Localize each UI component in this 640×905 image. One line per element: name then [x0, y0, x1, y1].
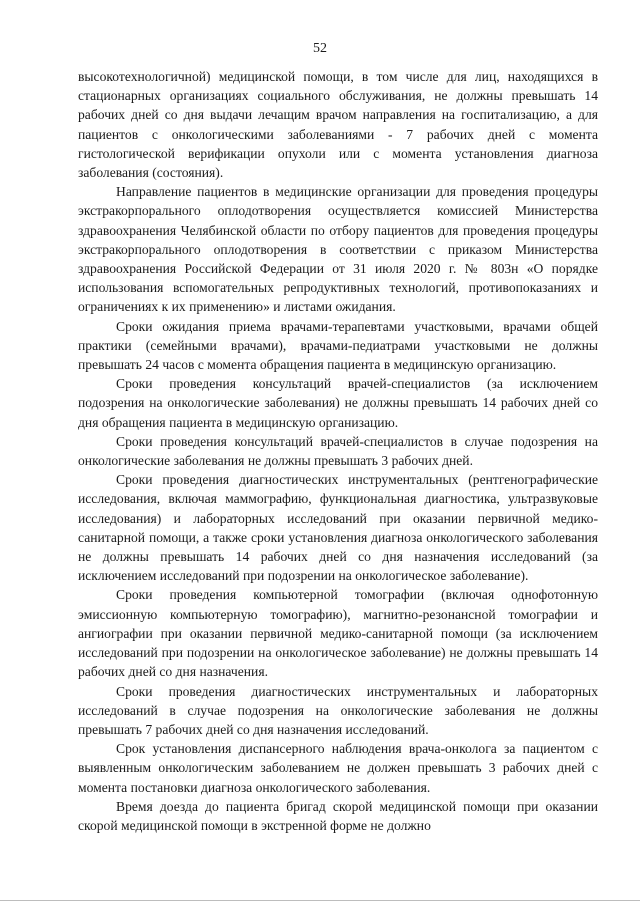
- paragraph-oncologist-observation: Срок установления диспансерного наблюдения врача-онколога за пациентом с выявленным онкологическим заболеванием не должен превышать 3 рабочих дней с момента постановки диагноза онкологического заболевания.: [78, 741, 598, 795]
- paragraph-specialist-consultations: Сроки проведения консультаций врачей-специалистов (за исключением подозрения на онкологические заболевания) не должны превышать 14 рабочих дней со дня обращения пациента в медицинскую организацию.: [78, 376, 598, 430]
- page-number: 52: [313, 41, 327, 56]
- paragraph-primary-care-wait: Сроки ожидания приема врачами-терапевтами участковыми, врачами общей практики (семейными врачами), врачами-педиатрами участковыми не должны превышать 24 часов с момента обращения пациента в медицинскую организацию.: [78, 318, 598, 373]
- page-bottom-edge: [0, 900, 640, 901]
- paragraph-hospitalization-terms: высокотехнологичной) медицинской помощи, в том числе для лиц, находящихся в стационарных организациях социального обслуживания, не должны превышать 14 рабочих дней со дня выдачи лечащим врачом направления на госпитализацию, а для пациентов с онкологическими заболеваниями - 7 рабочих дней с момента гистологической верификации опухоли или с момента установления диагноза заболевания (состояния).: [78, 69, 598, 181]
- paragraph-ivf-referral: Направление пациентов в медицинские организации для проведения процедуры экстракорпорального оплодотворения осуществляется комиссией Министерства здравоохранения Челябинской области по отбору пациентов для проведения процедуры экстракорпорального оплодотворения в соответствии с приказом Министерства здравоохранения Российской Федерации от 31 июля 2020 г. № 803н «О порядке использования вспомогательных репродуктивных технологий, противопоказаниях и ограничениях к их применению» и листами ожидания.: [78, 184, 598, 315]
- paragraph-oncology-consultations: Сроки проведения консультаций врачей-специалистов в случае подозрения на онкологические заболевания не должны превышать 3 рабочих дней.: [78, 433, 598, 469]
- paragraph-diagnostic-tests: Сроки проведения диагностических инструментальных (рентгенографические исследования, включая маммографию, функциональная диагностика, ультразвуковые исследования) и лабораторных исследований при оказании первичной медико-санитарной помощи, а также сроки установления диагноза онкологического заболевания не должны превышать 14 рабочих дней со дня назначения исследований (за исключением исследований при подозрении на онкологическое заболевание).: [78, 472, 598, 584]
- paragraph-oncology-diagnostics: Сроки проведения диагностических инструментальных и лабораторных исследований в случае подозрения на онкологические заболевания не должны превышать 7 рабочих дней со дня назначения исследований.: [78, 683, 598, 737]
- paragraph-ambulance-arrival: Время доезда до пациента бригад скорой медицинской помощи при оказании скорой медицинской помощи в экстренной форме не должно: [78, 798, 598, 833]
- document-body: [78, 67, 598, 835]
- paragraph-ct-mri-terms: Сроки проведения компьютерной томографии (включая однофотонную эмиссионную компьютерную томографию), магнитно-резонансной томографии и ангиографии при оказании первичной медико-санитарной помощи (за исключением исследований при подозрении на онкологическое заболевание) не должны превышать 14 рабочих дней со дня назначения.: [78, 587, 598, 680]
